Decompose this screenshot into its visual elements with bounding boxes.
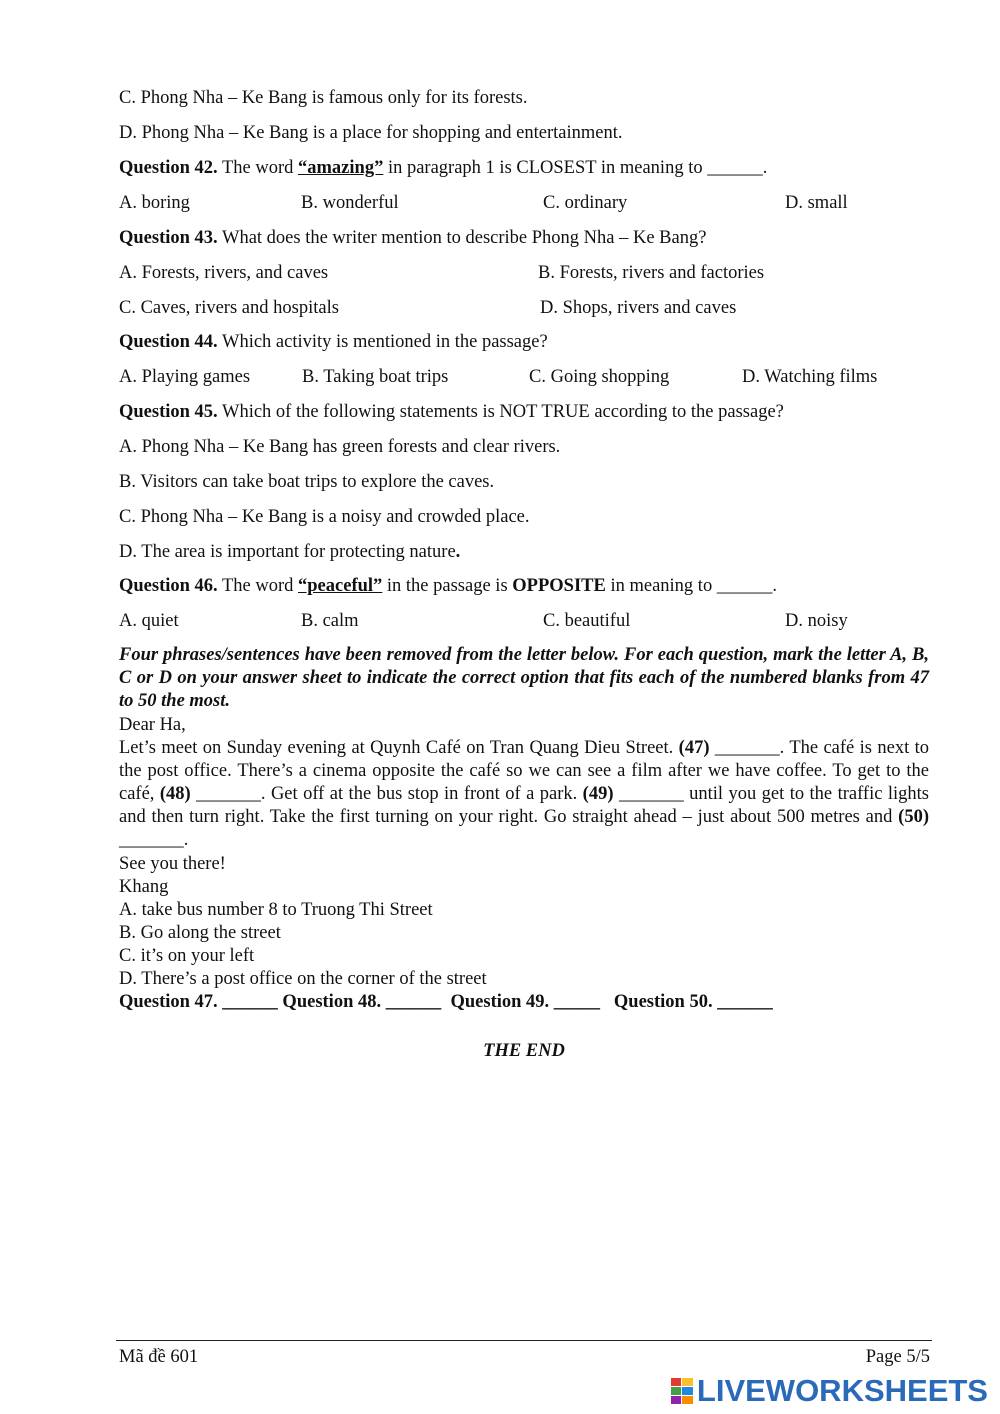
question-45	[119, 401, 784, 423]
blank-number: (50)	[898, 807, 929, 827]
answer-option	[119, 541, 460, 563]
page-number: Page 5/5	[865, 1347, 930, 1367]
answer-option: B. Forests, rivers and factories	[538, 263, 765, 283]
blank-number: (48)	[159, 784, 191, 804]
letter-option: C. it’s on your left	[119, 946, 255, 966]
answer-option: B. Visitors can take boat trips to explore the caves.	[119, 472, 495, 492]
answer-option-text: D. The area is important for protecting nature	[119, 542, 456, 562]
question-text: What does the writer mention to describe Phong Nha – Ke Bang?	[217, 228, 707, 248]
letter-option: B. Go along the street	[119, 923, 281, 943]
letter-greeting: Dear Ha,	[119, 715, 186, 735]
letter-text: _______. The café is next to the post office. There’s a cinema opposite the café so we can see a film after we have coffee. To get to the café,	[119, 738, 929, 804]
the-end: THE END	[483, 1041, 565, 1061]
question-text: in meaning to ______.	[605, 576, 777, 596]
letter-text: _______. Get off at the bus stop in front of a park.	[190, 784, 583, 804]
answer-option: A. quiet	[119, 611, 179, 631]
keyword: “amazing”	[298, 158, 384, 178]
instruction: Four phrases/sentences have been removed from the letter below. For each question, mark the letter A, B, C or D on your answer sheet to indicate the correct option that fits each of the numbered blanks from 47 to 50 the most.	[119, 645, 929, 711]
answer-option: A. Forests, rivers, and caves	[119, 263, 329, 283]
answer-option: C. Phong Nha – Ke Bang is a noisy and crowded place.	[119, 507, 530, 527]
answer-option: D. noisy	[785, 611, 848, 631]
answer-option: D. Watching films	[742, 367, 878, 387]
letter-text: Let’s meet on Sunday evening at Quynh Café on Tran Quang Dieu Street.	[119, 738, 679, 758]
letter-text: _______ until you get to the traffic lights and then turn right. Take the first turning on your right. Go straight ahead – just about 500 metres and	[119, 784, 929, 827]
keyword-bold: OPPOSITE	[512, 576, 606, 596]
answer-option: A. Phong Nha – Ke Bang has green forests and clear rivers.	[119, 437, 561, 457]
answer-option: B. calm	[301, 611, 359, 631]
question-text: The word	[217, 576, 299, 596]
question-text: The word	[217, 158, 299, 178]
question-label: Question 46.	[119, 576, 218, 596]
question-text: Which activity is mentioned in the passage?	[217, 332, 548, 352]
question-text: in the passage is	[382, 576, 513, 596]
footer-divider	[116, 1340, 932, 1341]
exam-code: Mã đề 601	[119, 1347, 199, 1367]
bold-period: .	[455, 542, 461, 562]
option-line: C. Phong Nha – Ke Bang is famous only for its forests.	[119, 88, 528, 108]
answer-option: C. Caves, rivers and hospitals	[119, 298, 339, 318]
letter-signature: Khang	[119, 877, 169, 897]
brand-name: LIVEWORKSHEETS	[696, 1373, 988, 1408]
letter-option: D. There’s a post office on the corner of the street	[119, 969, 487, 989]
answers-line: Question 47. ______ Question 48. ______ Question 49. _____ Question 50. ______	[119, 992, 773, 1012]
keyword: “peaceful”	[298, 576, 383, 596]
question-text: Which of the following statements is NOT TRUE according to the passage?	[217, 402, 784, 422]
letter-closing: See you there!	[119, 854, 226, 874]
question-label: Question 42.	[119, 158, 218, 178]
blank-number: (49)	[582, 784, 614, 804]
answer-option: A. boring	[119, 193, 190, 213]
letter-body	[119, 737, 929, 852]
answer-option: D. Shops, rivers and caves	[540, 298, 737, 318]
answer-option: B. wonderful	[301, 193, 399, 213]
answer-option: D. small	[785, 193, 848, 213]
liveworksheets-brand[interactable]	[671, 1374, 988, 1408]
letter-text: _______.	[119, 830, 189, 850]
liveworksheets-logo-icon	[671, 1378, 693, 1404]
question-label: Question 45.	[119, 402, 218, 422]
answer-option: C. Going shopping	[529, 367, 670, 387]
question-42	[119, 157, 767, 179]
answer-option: C. beautiful	[543, 611, 631, 631]
answer-option: C. ordinary	[543, 193, 628, 213]
question-43	[119, 227, 706, 249]
letter-option: A. take bus number 8 to Truong Thi Street	[119, 900, 433, 920]
answer-option: B. Taking boat trips	[302, 367, 449, 387]
option-line: D. Phong Nha – Ke Bang is a place for shopping and entertainment.	[119, 123, 623, 143]
question-text: in paragraph 1 is CLOSEST in meaning to ______.	[383, 158, 768, 178]
answer-option: A. Playing games	[119, 367, 251, 387]
question-label: Question 43.	[119, 228, 218, 248]
blank-number: (47)	[678, 738, 710, 758]
exam-page	[119, 0, 929, 1414]
question-44	[119, 331, 548, 353]
question-46	[119, 575, 777, 597]
question-label: Question 44.	[119, 332, 218, 352]
